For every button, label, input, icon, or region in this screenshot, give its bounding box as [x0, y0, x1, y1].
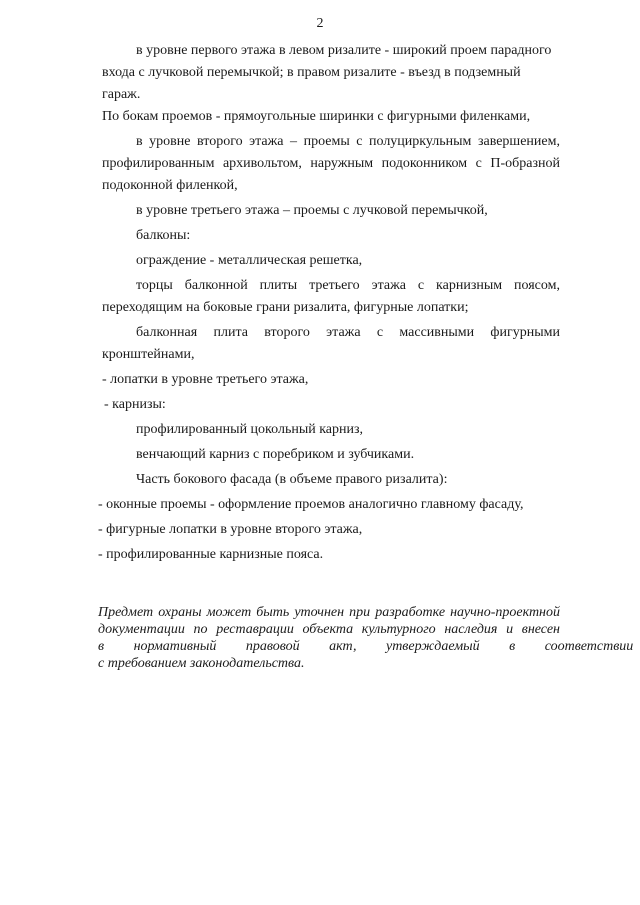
paragraph: балконы:	[136, 228, 191, 243]
paragraph: в уровне второго этажа – проемы с полуциркульным завершением, профилированным архивольтом, наружным подоконником с П-образной подоконной филенкой,	[102, 134, 560, 193]
list-item: - карнизы:	[104, 397, 166, 412]
paragraph: ограждение - металлическая решетка,	[136, 253, 363, 268]
paragraph: входа с лучковой перемычкой; в правом ризалите - въезд в подземный гараж.	[102, 65, 521, 102]
paragraph: в уровне третьего этажа – проемы с лучковой перемычкой,	[136, 203, 488, 218]
paragraph: Часть бокового фасада (в объеме правого ризалита):	[136, 472, 448, 487]
list-item: - фигурные лопатки в уровне второго этажа,	[98, 522, 363, 537]
protection-note	[98, 604, 634, 672]
note-line: в нормативный правовой акт, утверждаемый в соответствии	[98, 639, 634, 654]
paragraph: венчающий карниз с поребриком и зубчиками.	[136, 447, 415, 462]
note-line: Предмет охраны может быть уточнен при разработке научно-проектной	[98, 605, 560, 620]
paragraph: в уровне первого этажа в левом ризалите - широкий проем парадного	[136, 43, 552, 58]
list-item: - оконные проемы - оформление проемов аналогично главному фасаду,	[98, 497, 524, 512]
paragraph: балконная плита второго этажа с массивными фигурными кронштейнами,	[102, 325, 560, 362]
paragraph: торцы балконной плиты третьего этажа с карнизным поясом, переходящим на боковые грани ризалита, фигурные лопатки;	[102, 278, 560, 315]
list-item: - лопатки в уровне третьего этажа,	[102, 372, 309, 387]
note-line: с требованием законодательства.	[98, 656, 305, 671]
list-item: - профилированные карнизные пояса.	[98, 547, 324, 562]
page-number: 2	[316, 16, 324, 31]
paragraph: По бокам проемов - прямоугольные ширинки с фигурными филенками,	[102, 109, 531, 124]
note-line: документации по реставрации объекта культурного наследия и внесен	[98, 622, 560, 637]
document-body	[98, 40, 560, 569]
paragraph: профилированный цокольный карниз,	[136, 422, 364, 437]
